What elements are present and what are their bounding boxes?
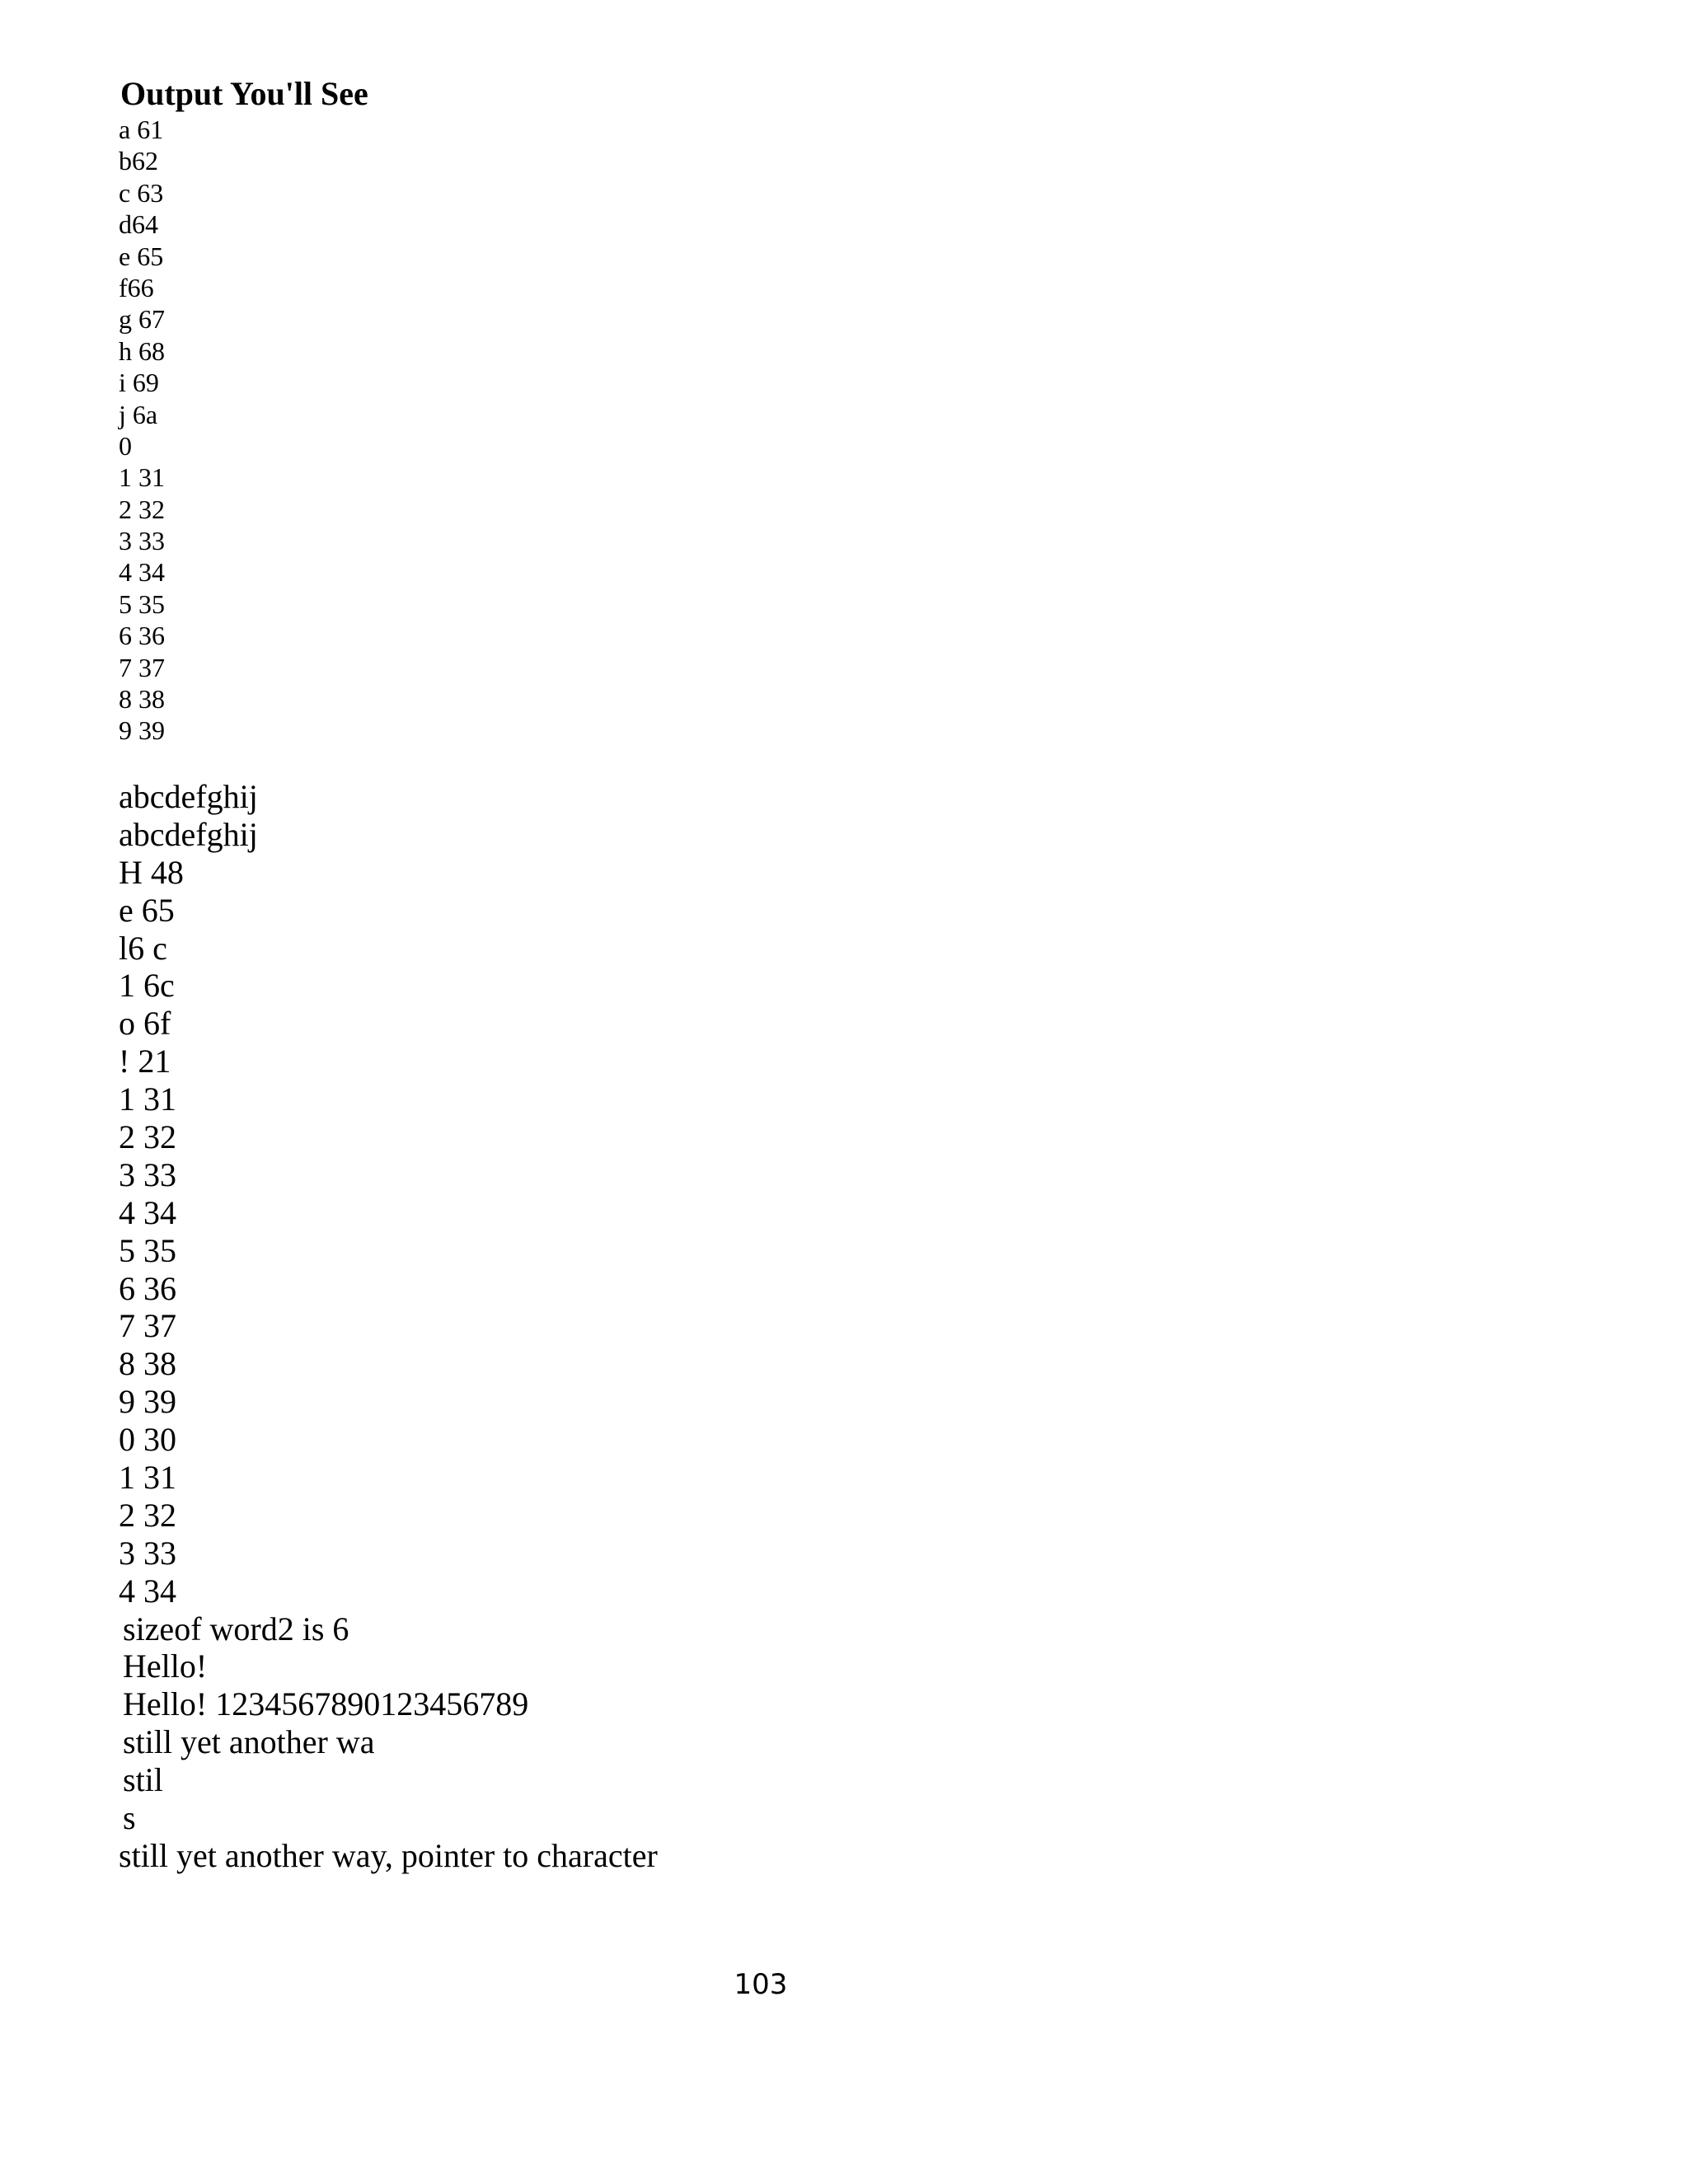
output-block-small <box>119 114 165 747</box>
output-line: j 6a <box>119 399 158 429</box>
output-line: s <box>123 1799 136 1837</box>
output-line: 3 33 <box>119 1155 176 1193</box>
output-line: 8 38 <box>119 1345 176 1383</box>
output-line: abcdefghij <box>119 815 258 853</box>
output-line: 5 35 <box>119 1231 176 1269</box>
output-line: 1 6c <box>119 967 175 1005</box>
output-line: c 63 <box>119 177 164 208</box>
output-line: 6 36 <box>119 621 165 651</box>
output-line: i 69 <box>119 368 159 398</box>
output-line: ! 21 <box>119 1043 171 1080</box>
output-line: 6 36 <box>119 1269 176 1307</box>
output-line: 1 31 <box>119 1459 176 1497</box>
output-line: 7 37 <box>119 1307 176 1345</box>
output-line: stil <box>123 1761 163 1799</box>
output-line: d64 <box>119 209 158 240</box>
output-line: 1 31 <box>119 1080 176 1118</box>
output-line: 0 <box>119 430 132 461</box>
output-line: 1 31 <box>119 462 165 493</box>
output-line: Hello! 1234567890123456789 <box>123 1685 529 1723</box>
output-line: still yet another wa <box>123 1723 375 1761</box>
output-line: o 6f <box>119 1005 171 1043</box>
output-line: 9 39 <box>119 1383 176 1421</box>
output-line: e 65 <box>119 241 164 271</box>
output-line: sizeof word2 is 6 <box>123 1610 349 1647</box>
output-line: 9 39 <box>119 715 165 746</box>
output-line: 4 34 <box>119 1193 176 1231</box>
output-line: 7 37 <box>119 652 165 682</box>
output-line: 3 33 <box>119 1534 176 1572</box>
output-line: 4 34 <box>119 1572 176 1610</box>
output-line: 3 33 <box>119 526 165 556</box>
output-line: 2 32 <box>119 1118 176 1156</box>
output-block-large <box>119 778 658 1875</box>
output-line: e 65 <box>119 891 175 929</box>
output-line: h 68 <box>119 335 165 366</box>
output-line: f66 <box>119 272 154 302</box>
output-line: 2 32 <box>119 494 165 524</box>
output-line: 2 32 <box>119 1496 176 1534</box>
output-line: a 61 <box>119 115 164 144</box>
output-line: g 67 <box>119 304 165 335</box>
page-number: 103 <box>734 1968 788 2001</box>
output-line: 0 30 <box>119 1421 176 1459</box>
output-line: still yet another way, pointer to character <box>119 1836 658 1874</box>
output-line: l6 c <box>119 929 167 967</box>
output-line: H 48 <box>119 853 184 891</box>
output-line: b62 <box>119 146 158 176</box>
output-line: Hello! <box>123 1647 208 1685</box>
output-line: 4 34 <box>119 557 165 588</box>
output-line: 5 35 <box>119 588 165 619</box>
output-line: abcdefghij <box>119 778 258 815</box>
section-heading: Output You'll See <box>120 75 368 112</box>
output-line: 8 38 <box>119 684 165 715</box>
